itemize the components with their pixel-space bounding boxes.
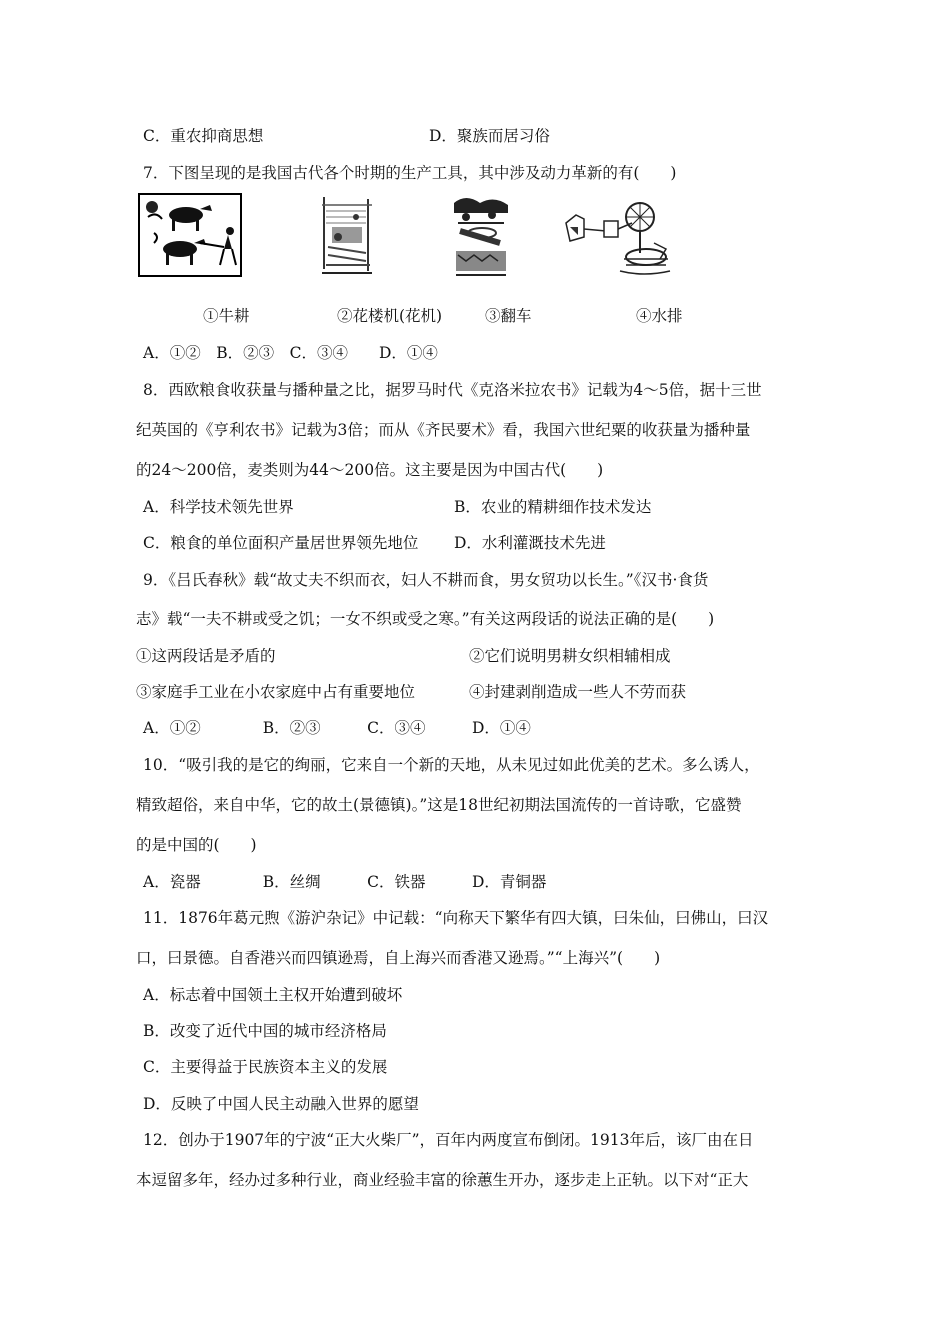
q9-statement-1: ①这两段话是矛盾的 [136,647,276,665]
q9-options: A．①② B．②③ C．③④ D．①④ [143,719,531,737]
q10-line-3: 的是中国的( ) [136,836,257,854]
q9-statement-2: ②它们说明男耕女织相辅相成 [469,647,671,665]
draw-loom-image [318,193,376,277]
q8-option-a: A．科学技术领先世界 [143,498,294,516]
q10-line-1: 10．“吸引我的是它的绚丽，它来自一个新的天地，从未见过如此优美的艺术。多么诱人， [143,756,760,774]
q11-option-d: D．反映了中国人民主动融入世界的愿望 [143,1095,419,1113]
q8-line-2: 纪英国的《亨利农书》记载为3倍；而从《齐民要术》看，我国六世纪粟的收获量为播种量 [136,421,751,439]
q9-line-2: 志》载“一夫不耕或受之饥；一女不织或受之寒。”有关这两段话的说法正确的是( ) [136,610,715,628]
q7-options: A．①② B．②③ C．③④ D．①④ [143,344,438,362]
q7-caption-2: ②花楼机(花机) [337,307,443,325]
q8-line-1: 8．西欧粮食收获量与播种量之比，据罗马时代《克洛米拉农书》记载为4～5倍，据十三世 [143,381,762,399]
q7-caption-1: ①牛耕 [203,307,250,325]
q6-option-d: D．聚族而居习俗 [429,127,550,145]
q9-statement-4: ④封建剥削造成一些人不劳而获 [469,683,687,701]
q10-options: A．瓷器 B．丝绸 C．铁器 D．青铜器 [143,873,547,891]
q11-line-1: 11．1876年葛元煦《游沪杂记》中记载：“向称天下繁华有四大镇，曰朱仙，曰佛山，曰汉 [143,909,769,927]
q8-option-b: B．农业的精耕细作技术发达 [454,498,652,516]
q12-line-1: 12．创办于1907年的宁波“正大火柴厂”，百年内两度宣布倒闭。1913年后，该厂由在日 [143,1131,754,1149]
q11-option-b: B．改变了近代中国的城市经济格局 [143,1022,387,1040]
q8-option-d: D．水利灌溉技术先进 [454,534,606,552]
water-powered-bellows-image [560,193,672,277]
q9-statement-3: ③家庭手工业在小农家庭中占有重要地位 [136,683,416,701]
q8-line-3: 的24～200倍，麦类则为44～200倍。这主要是因为中国古代( ) [136,461,604,479]
q6-option-c: C．重农抑商思想 [143,127,264,145]
q11-option-a: A．标志着中国领土主权开始遭到破坏 [143,986,403,1004]
q8-option-c: C．粮食的单位面积产量居世界领先地位 [143,534,419,552]
q9-line-1: 9．《吕氏春秋》载“故丈夫不织而衣，妇人不耕而食，男女贸功以长生。”《汉书·食货 [143,571,709,589]
q11-line-2: 口，曰景德。自香港兴而四镇逊焉，自上海兴而香港又逊焉。”“上海兴”( ) [136,949,661,967]
q10-line-2: 精致超俗，来自中华，它的故土(景德镇)。”这是18世纪初期法国流传的一首诗歌，它盛赞 [136,796,742,814]
ox-plough-image [138,193,242,277]
q7-stem: 7．下图呈现的是我国古代各个时期的生产工具，其中涉及动力革新的有( ) [143,164,677,182]
q7-caption-3: ③翻车 [485,307,532,325]
q12-line-2: 本逗留多年，经办过多种行业，商业经验丰富的徐蕙生开办，逐步走上正轨。以下对“正大 [136,1171,749,1189]
q11-option-c: C．主要得益于民族资本主义的发展 [143,1058,388,1076]
square-pallet-chain-pump-image [452,193,510,277]
q7-caption-4: ④水排 [636,307,683,325]
